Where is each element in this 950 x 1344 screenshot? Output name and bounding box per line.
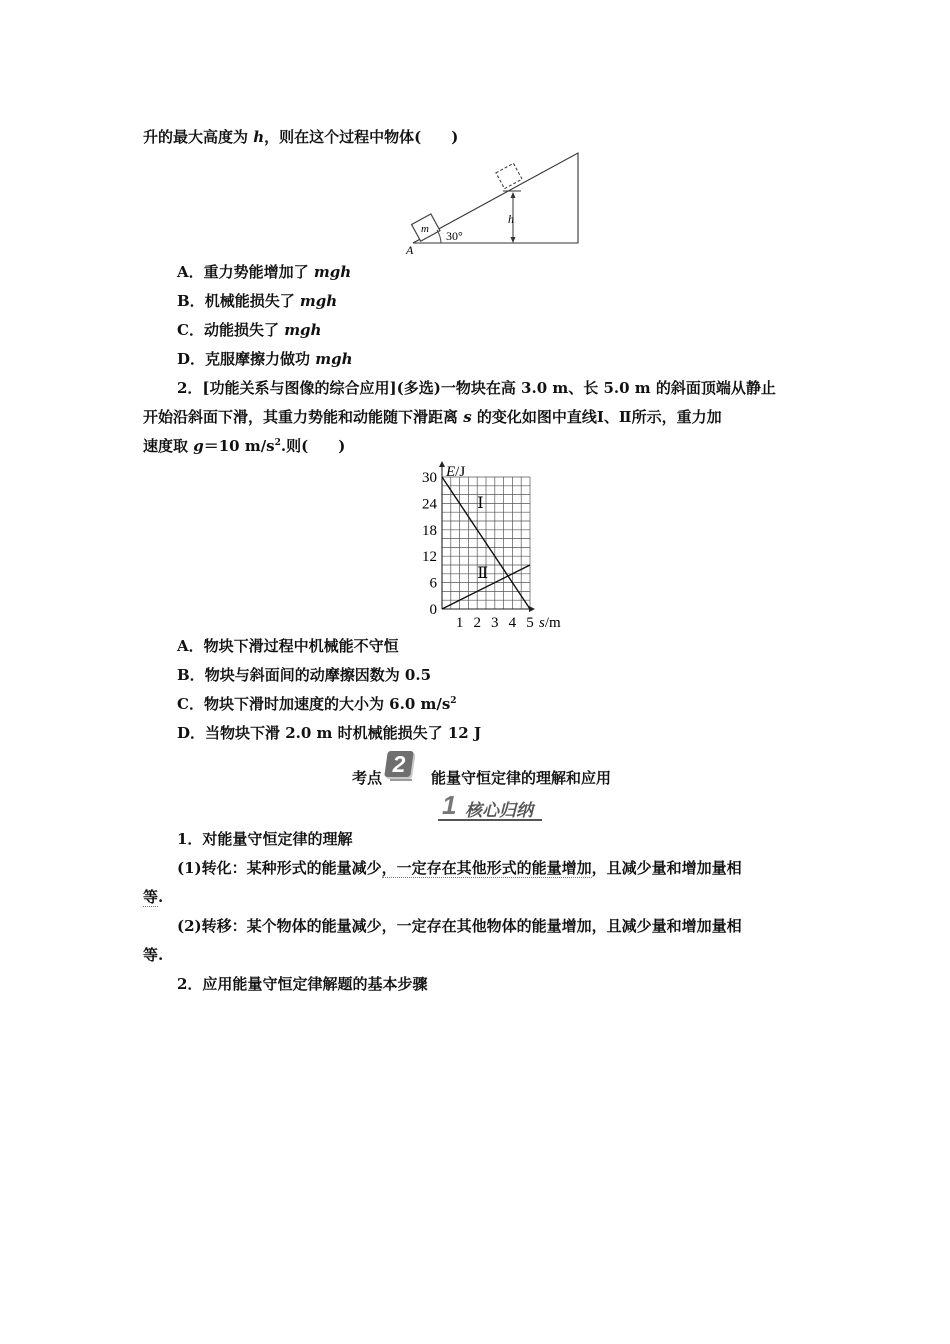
option-letter: A．	[177, 637, 204, 655]
body-para-1-line2	[143, 887, 163, 907]
height-arrow-down	[511, 237, 516, 243]
body-para-1-line1	[177, 858, 742, 878]
y-tick-label: 18	[422, 522, 437, 539]
body-heading-2: 2．应用能量守恒定律解题的基本步骤	[177, 975, 428, 993]
body-para-2-line2: 等.	[143, 946, 164, 964]
angle-arc	[437, 230, 441, 243]
para1-text: (1)转化：某种形式的能量减少	[177, 859, 382, 877]
body-heading-1: 1．对能量守恒定律的理解	[177, 830, 353, 848]
q2-option-d[interactable]	[177, 723, 481, 743]
badge-underline	[390, 779, 412, 781]
q1-option-b[interactable]	[177, 291, 337, 311]
section-number-badge	[386, 751, 412, 783]
q2-line3-text-end: .则( )	[280, 437, 346, 455]
q2-option-b[interactable]	[177, 665, 431, 685]
x-tick-label: 2	[473, 615, 481, 631]
option-letter: C．	[177, 695, 204, 713]
option-letter: B．	[177, 292, 205, 310]
x-axis-label-symbol: s	[539, 615, 545, 631]
x-tick-label: 4	[508, 615, 517, 631]
y-axis-arrow	[439, 461, 445, 467]
q2-option-c[interactable]	[177, 694, 457, 714]
q2-line3-text-mid: ＝10 m/s	[203, 437, 275, 455]
option-letter: D．	[177, 350, 206, 368]
option-text: 物块下滑时加速度的大小为 6.0 m/s	[203, 695, 451, 713]
q2-stem-line2	[143, 407, 722, 427]
incline-diagram	[402, 148, 584, 258]
chart-axes	[439, 461, 535, 612]
block-mass-label: m	[421, 223, 429, 235]
option-text: 克服摩擦力做功	[205, 350, 316, 368]
q1-stem-variable: h	[253, 128, 265, 146]
option-text: 物块与斜面间的动摩擦因数为 0.5	[204, 666, 432, 684]
y-tick-label: 30	[422, 470, 437, 486]
q2-line2-text-end: 的变化如图中直线Ⅰ、Ⅱ所示，重力加	[471, 408, 722, 426]
q1-option-a[interactable]	[177, 262, 351, 282]
q2-stem-line1: 2．[功能关系与图像的综合应用](多选)一物块在高 3.0 m、长 5.0 m 的斜面顶端从静止	[177, 379, 776, 397]
q2-line2-variable: s	[463, 408, 472, 426]
height-label: h	[508, 212, 514, 226]
option-superscript: 2	[450, 696, 457, 706]
subsection-number: 1	[442, 790, 457, 820]
section-kaodian-label: 考点	[352, 769, 383, 787]
option-letter: B．	[177, 666, 205, 684]
option-variable: mgh	[299, 292, 338, 310]
q2-line3-superscript: 2	[274, 438, 281, 448]
q1-stem-text-end: ，则在这个过程中物体( )	[264, 128, 459, 146]
option-letter: C．	[177, 321, 204, 339]
q1-option-d[interactable]	[177, 349, 353, 369]
body-para-2-line1: (2)转移：某个物体的能量减少，一定存在其他物体的能量增加，且减少量和增加量相	[177, 917, 742, 935]
height-arrow-up	[511, 192, 516, 198]
option-letter: D．	[177, 724, 206, 742]
y-axis-label-symbol: E	[446, 464, 456, 480]
series-label-1: Ⅰ	[477, 494, 484, 512]
y-tick-label: 24	[422, 496, 437, 513]
y-tick-label: 0	[429, 602, 437, 618]
option-text: 重力势能增加了	[203, 263, 314, 281]
y-axis-label-unit: /J	[455, 464, 466, 480]
x-tick-label: 1	[455, 615, 464, 631]
option-text: 动能损失了	[203, 321, 285, 339]
q2-stem-line3	[143, 436, 345, 456]
point-a-label: A	[406, 243, 414, 257]
subsection-banner	[438, 790, 542, 821]
para1-period: .	[158, 888, 164, 906]
badge-number: 2	[392, 751, 406, 777]
subsection-title: 核心归纳	[465, 801, 533, 821]
q1-stem-text: 升的最大高度为	[143, 128, 254, 146]
x-tick-label: 3	[491, 615, 499, 631]
y-tick-label: 12	[422, 549, 437, 566]
q1-option-c[interactable]	[177, 320, 321, 340]
q2-line2-text: 开始沿斜面下滑，其重力势能和动能随下滑距离	[143, 408, 464, 426]
option-text: 物块下滑过程中机械能不守恒	[203, 637, 399, 655]
option-text: 机械能损失了	[204, 292, 300, 310]
q2-line3-variable: g	[193, 437, 204, 455]
block-at-top	[496, 163, 522, 188]
para1-text-end: ，且减少量和增加量相	[591, 859, 742, 877]
energy-chart	[410, 460, 570, 632]
y-axis-label	[445, 464, 465, 480]
para1-text-emphasis: ，一定存在其他形式的能量增加	[381, 859, 592, 877]
q1-stem	[143, 127, 458, 147]
para1-continuation: 等	[143, 888, 159, 906]
x-tick-label: 5	[526, 615, 534, 631]
x-axis-label	[539, 615, 561, 631]
x-axis-label-unit: /m	[544, 615, 561, 631]
y-tick-label: 6	[429, 575, 437, 592]
option-variable: mgh	[313, 263, 352, 281]
option-variable: mgh	[284, 321, 322, 339]
option-variable: mgh	[315, 350, 353, 368]
section-title: 能量守恒定律的理解和应用	[431, 769, 612, 787]
option-letter: A．	[177, 263, 204, 281]
angle-label: 30°	[446, 229, 463, 243]
series-label-2: Ⅱ	[477, 565, 489, 583]
option-text: 当物块下滑 2.0 m 时机械能损失了 12 J	[205, 724, 482, 742]
q2-line3-text: 速度取	[143, 437, 194, 455]
q2-option-a[interactable]	[177, 636, 399, 656]
